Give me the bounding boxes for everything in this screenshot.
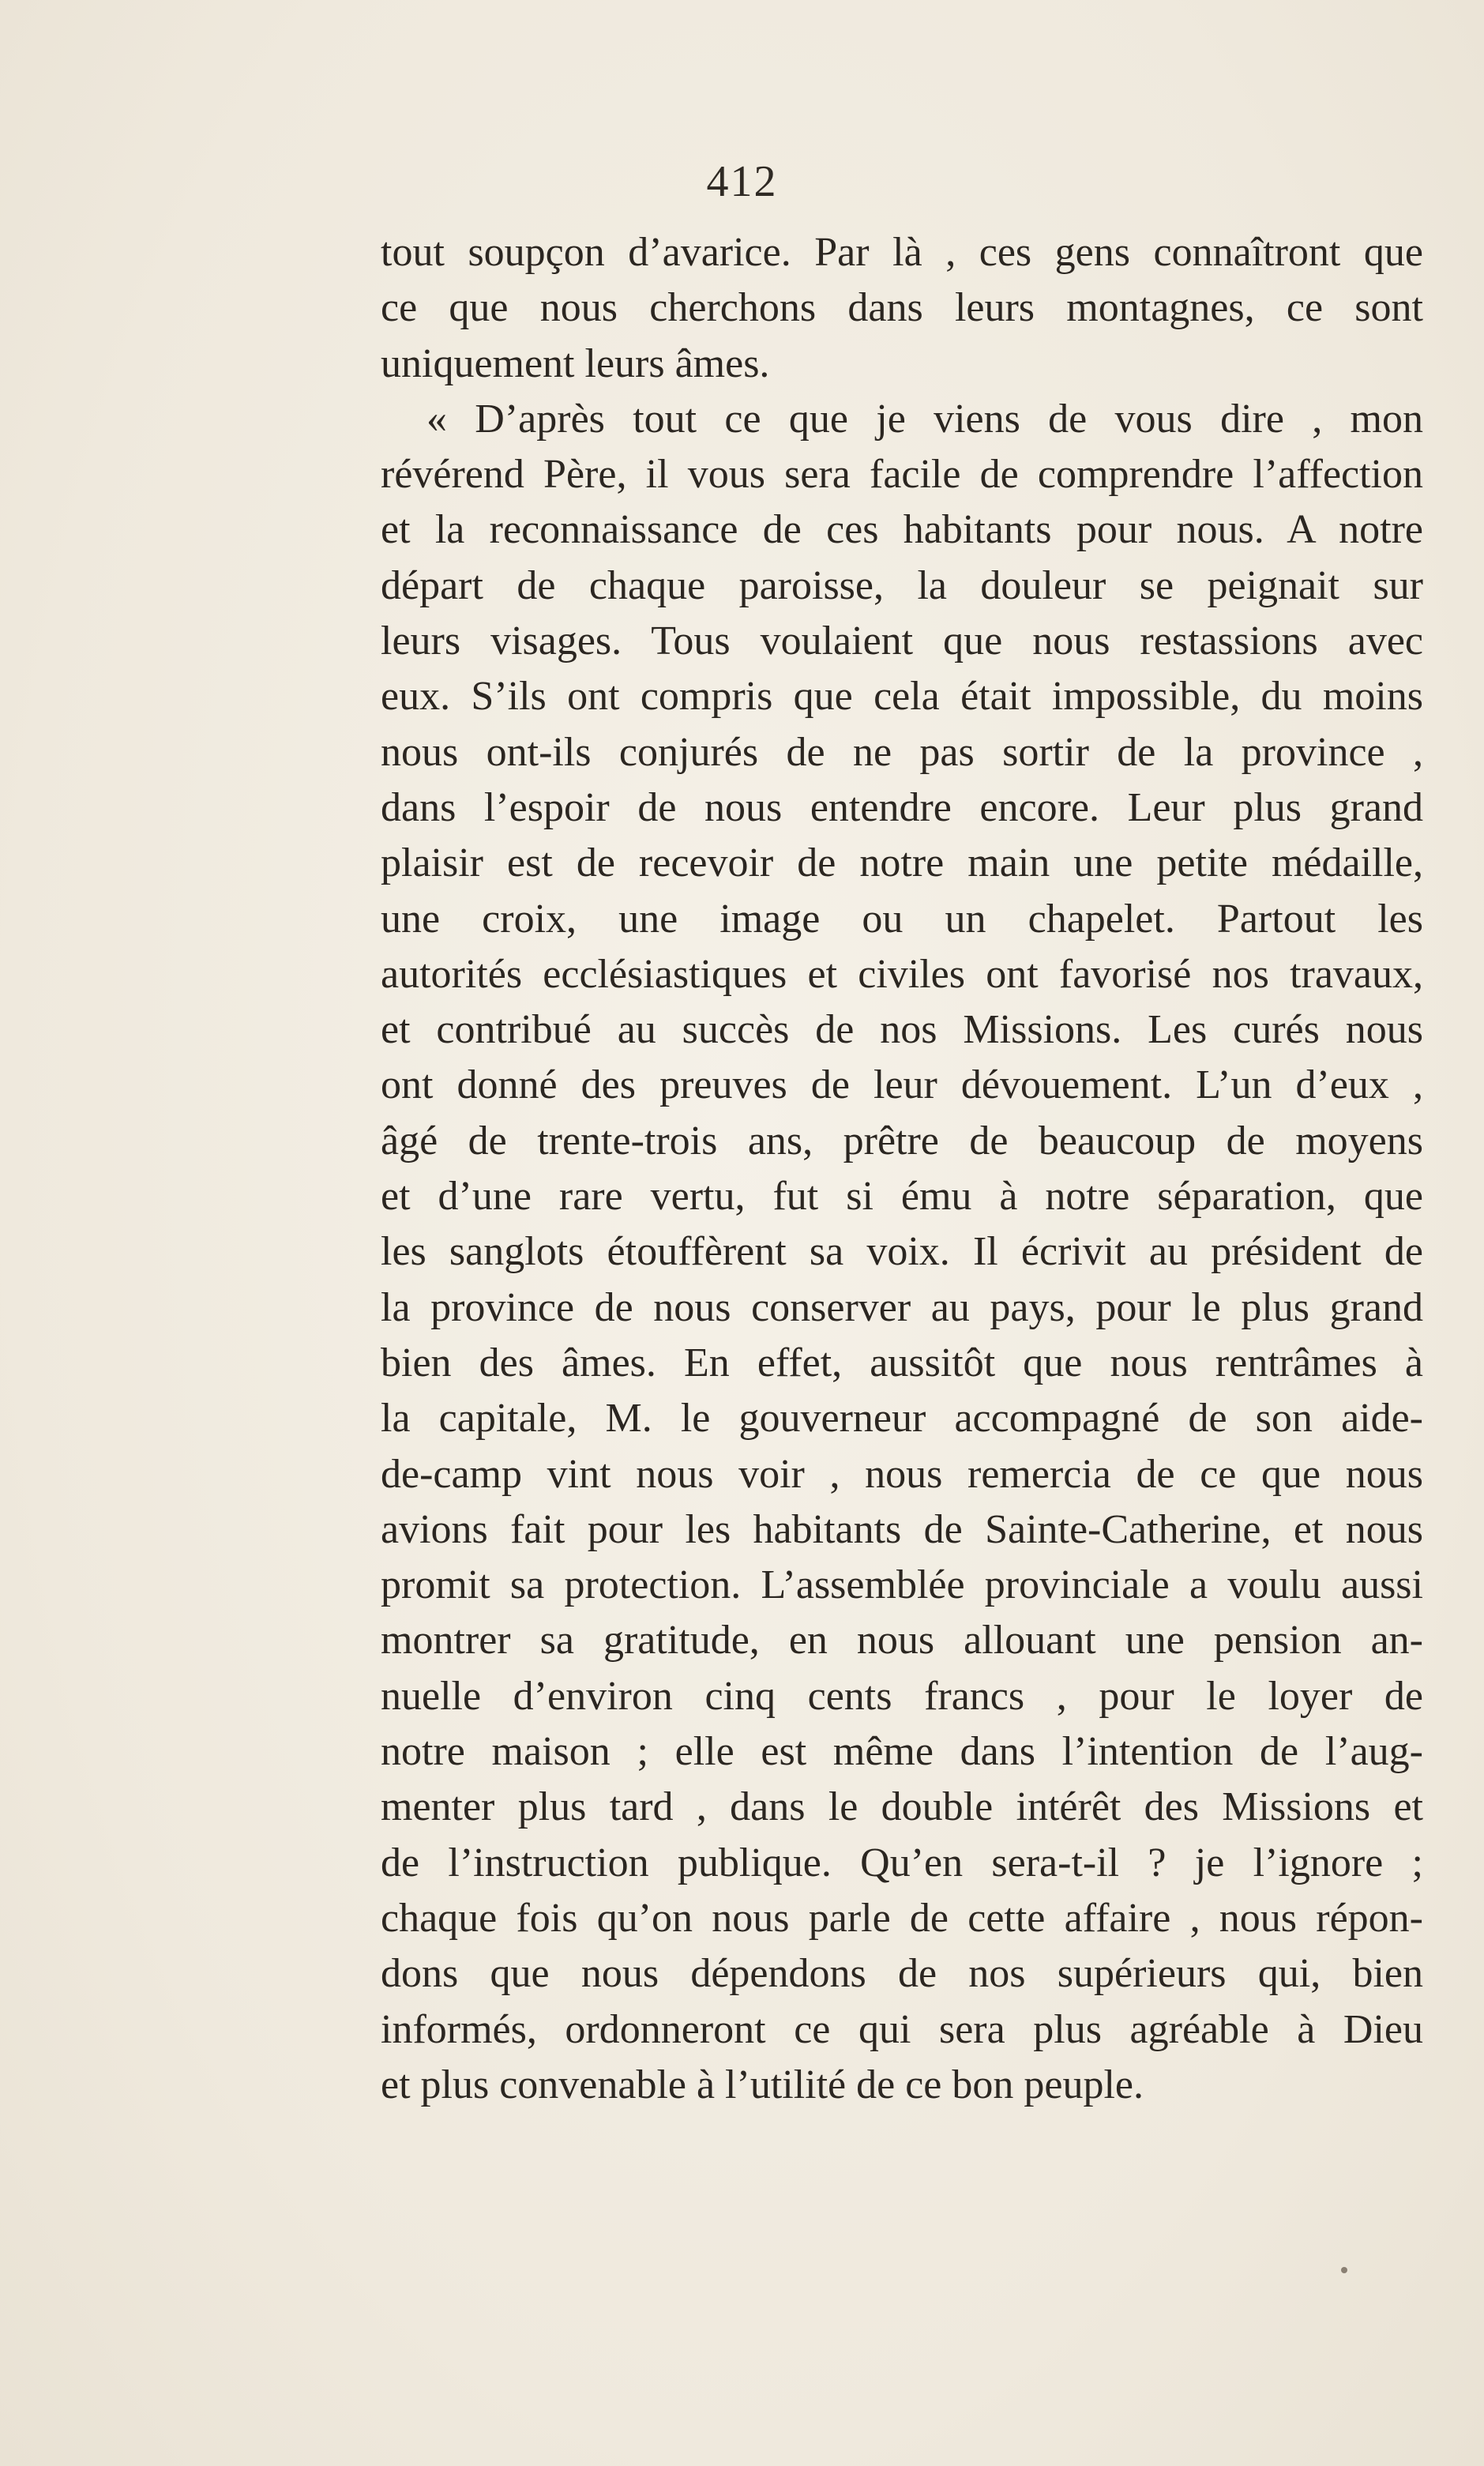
text-line: eux. S’ils ont compris que cela était impossible, du moins <box>381 674 1423 720</box>
paper-speck <box>1341 2267 1347 2273</box>
text-line: révérend Père, il vous sera facile de comprendre l’affection <box>381 452 1423 498</box>
text-line: « D’après tout ce que je viens de vous dire , mon <box>426 396 1423 442</box>
text-line: avions fait pour les habitants de Sainte-Catherine, et nous <box>381 1506 1423 1552</box>
text-line: montrer sa gratitude, en nous allouant une pension an- <box>381 1618 1423 1663</box>
text-line: dons que nous dépendons de nos supérieurs qui, bien <box>381 1951 1423 1997</box>
text-line: autorités ecclésiastiques et civiles ont favorisé nos travaux, <box>381 951 1423 997</box>
text-line: nous ont-ils conjurés de ne pas sortir de la province , <box>381 729 1423 775</box>
text-line: de l’instruction publique. Qu’en sera-t-il ? je l’ignore ; <box>381 1840 1423 1885</box>
text-line: promit sa protection. L’assemblée provinciale a voulu aussi <box>381 1562 1423 1608</box>
text-line: et la reconnaissance de ces habitants pour nous. A notre <box>381 507 1423 553</box>
text-line: ont donné des preuves de leur dévouement. L’un d’eux , <box>381 1062 1423 1108</box>
body-text <box>381 225 1423 2113</box>
text-line: notre maison ; elle est même dans l’intention de l’aug- <box>381 1729 1423 1775</box>
text-line: une croix, une image ou un chapelet. Partout les <box>381 896 1423 942</box>
text-line: plaisir est de recevoir de notre main une petite médaille, <box>381 840 1423 886</box>
text-line: de-camp vint nous voir , nous remercia de ce que nous <box>381 1451 1423 1497</box>
text-line: et plus convenable à l’utilité de ce bon peuple. <box>381 2062 1144 2107</box>
text-line: nuelle d’environ cinq cents francs , pour le loyer de <box>381 1673 1423 1719</box>
text-line: départ de chaque paroisse, la douleur se peignait sur <box>381 562 1423 608</box>
text-line: et contribué au succès de nos Missions. Les curés nous <box>381 1007 1423 1053</box>
text-line: chaque fois qu’on nous parle de cette affaire , nous répon- <box>381 1895 1423 1941</box>
text-line: menter plus tard , dans le double intérêt des Missions et <box>381 1784 1423 1830</box>
text-line: et d’une rare vertu, fut si ému à notre séparation, que <box>381 1174 1423 1220</box>
text-line: ce que nous cherchons dans leurs montagnes, ce sont <box>381 285 1423 331</box>
text-line: uniquement leurs âmes. <box>381 340 770 386</box>
text-line: âgé de trente-trois ans, prêtre de beaucoup de moyens <box>381 1118 1423 1163</box>
text-line: la capitale, M. le gouverneur accompagné de son aide- <box>381 1396 1423 1442</box>
text-line: leurs visages. Tous voulaient que nous restassions avec <box>381 618 1423 664</box>
text-line: bien des âmes. En effet, aussitôt que nous rentrâmes à <box>381 1340 1423 1385</box>
page-number: 412 <box>706 157 778 206</box>
text-line: tout soupçon d’avarice. Par là , ces gens connaîtront que <box>381 230 1423 275</box>
text-line: dans l’espoir de nous entendre encore. Leur plus grand <box>381 784 1423 830</box>
text-line: les sanglots étouffèrent sa voix. Il écrivit au président de <box>381 1229 1423 1275</box>
text-line: la province de nous conserver au pays, pour le plus grand <box>381 1284 1423 1330</box>
text-line: informés, ordonneront ce qui sera plus agréable à Dieu <box>381 2006 1423 2052</box>
